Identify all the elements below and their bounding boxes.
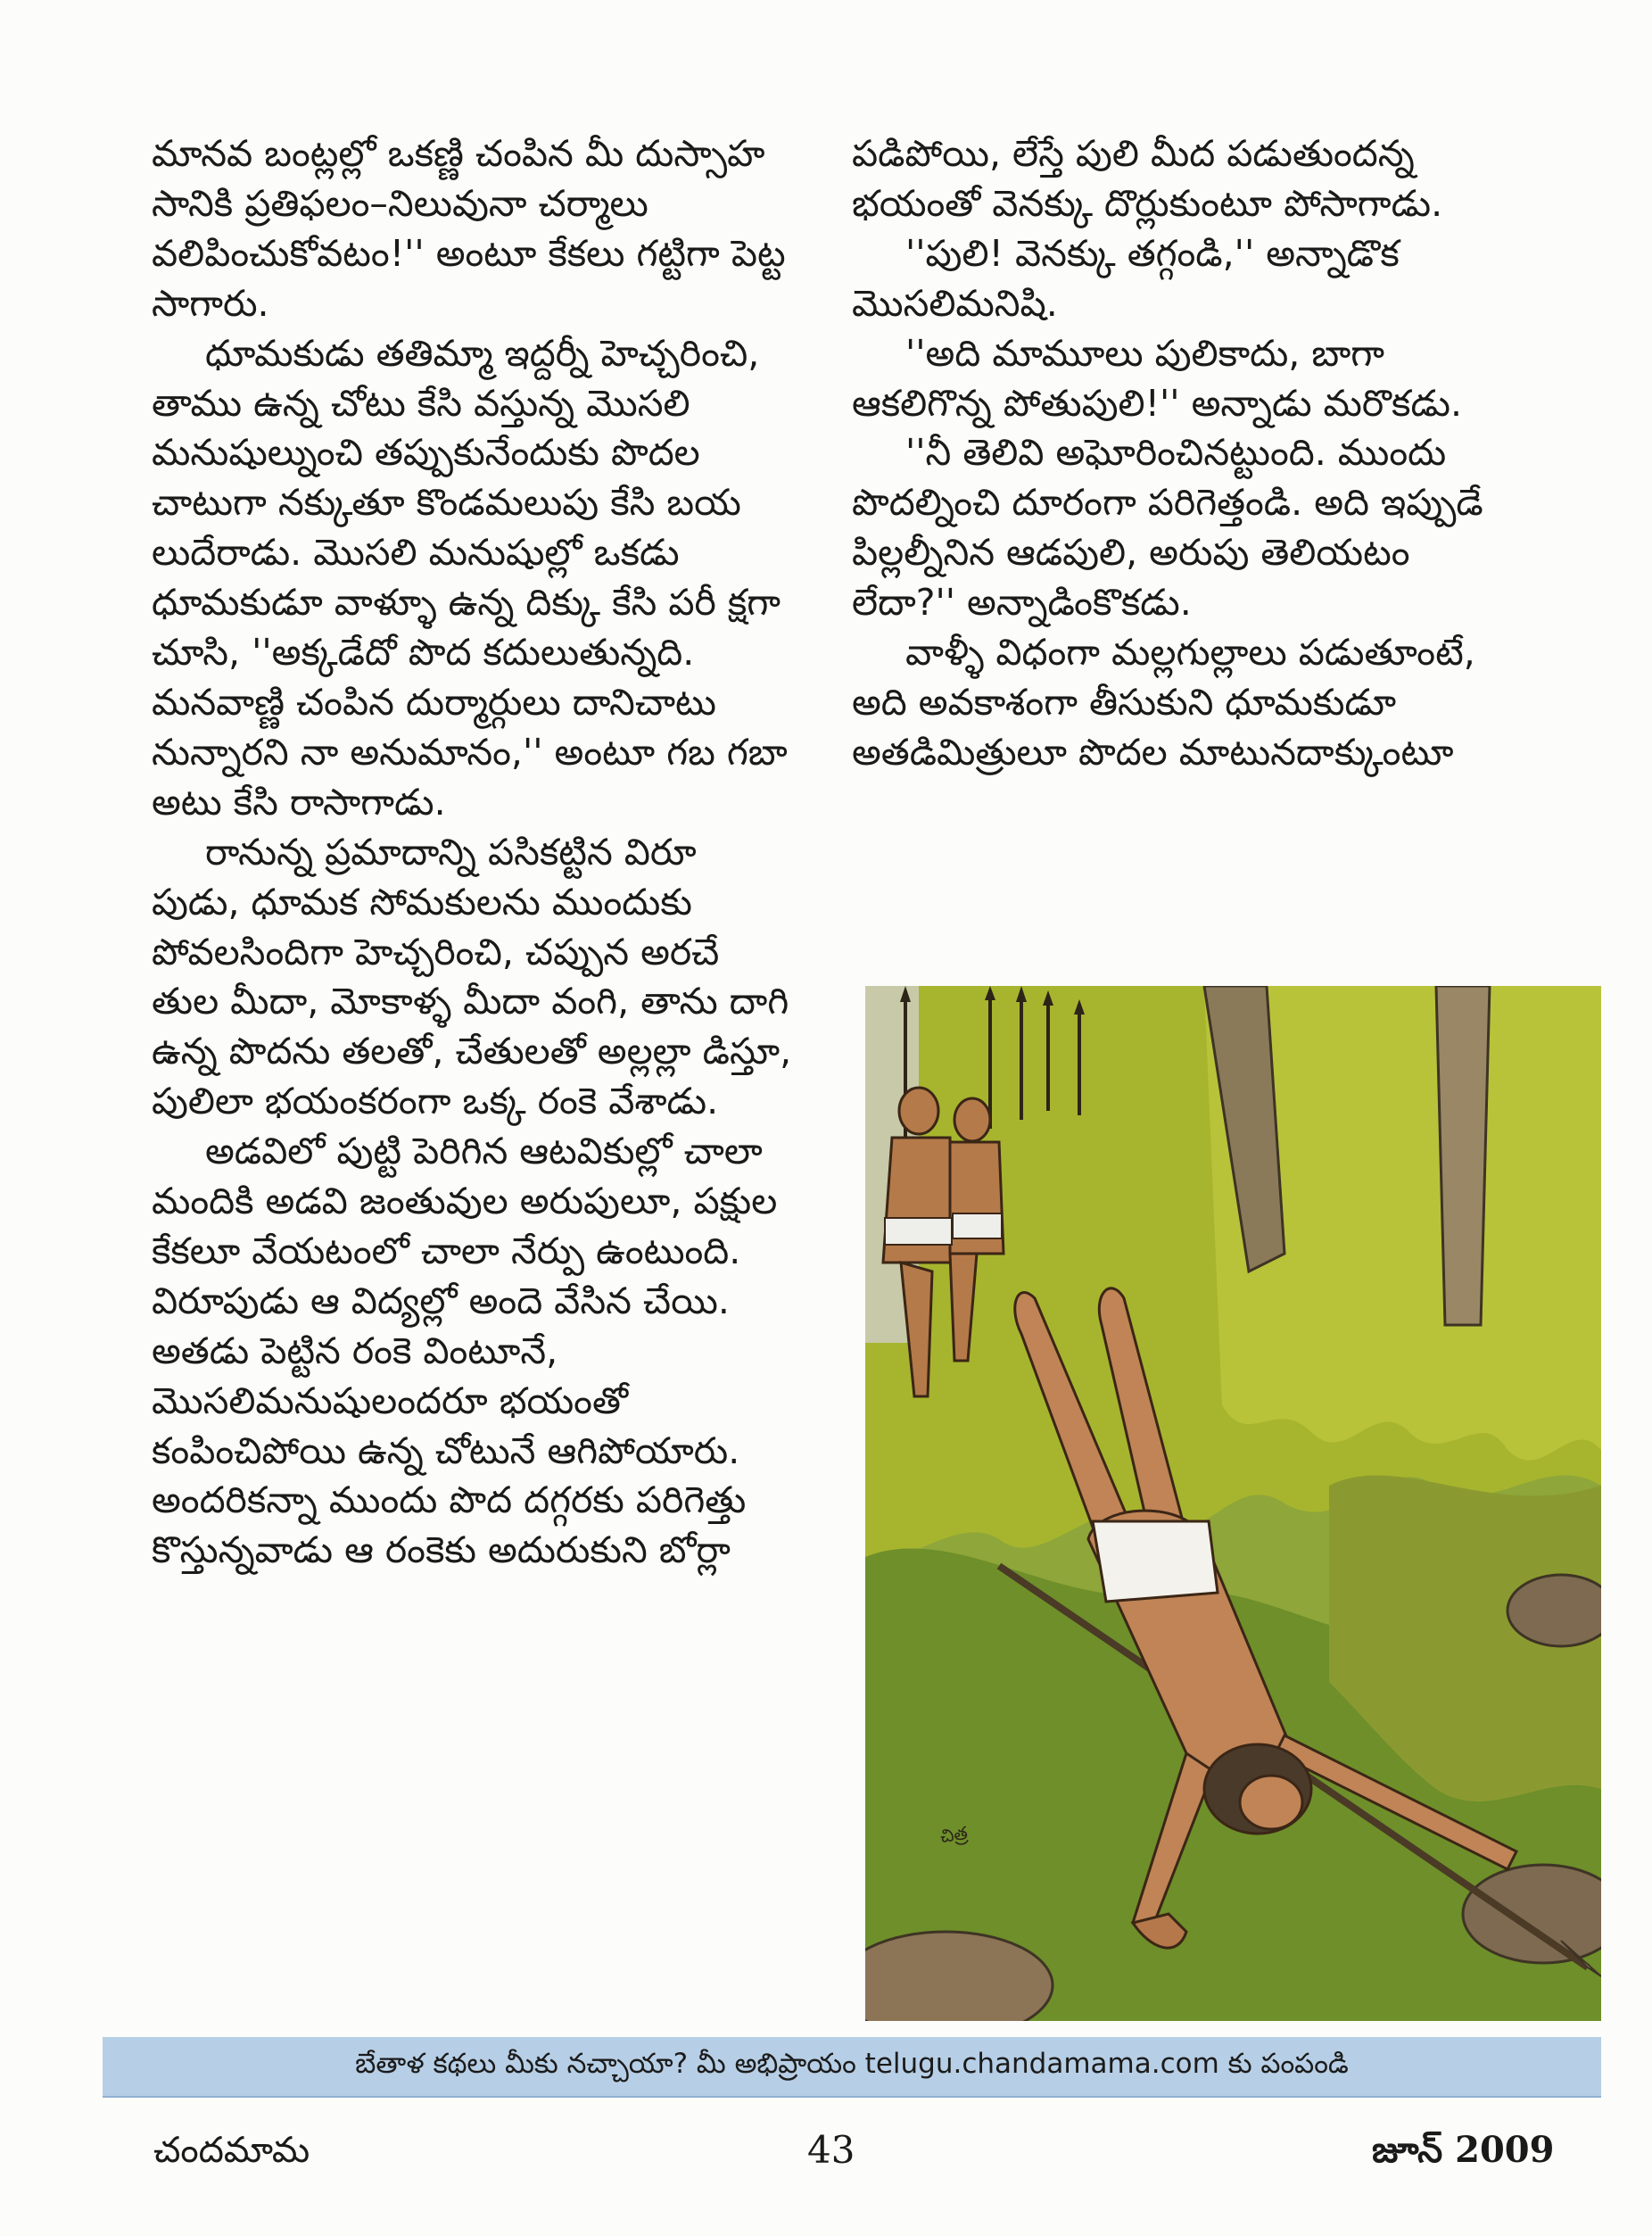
footer-magazine-name: చందమామ (153, 2130, 310, 2171)
left-paragraph-1: మానవ బంట్లల్లో ఒకణ్ణి చంపిన మీ దుస్సాహ సానికి ప్రతిఫలం–నిలువునా చర్మాలు వలిపించుకోవటం!'' అంటూ కేకలు గట్టిగా పెట్ట సాగారు. (152, 132, 786, 325)
right-paragraph-3: ''అది మామూలు పులికాదు, బాగా ఆకలిగొన్న పోతుపులి!'' అన్నాడు మరొకడు. (852, 331, 1463, 425)
footer-year: 2009 (1455, 2129, 1555, 2171)
article-right-column (852, 129, 1494, 778)
story-illustration (865, 986, 1601, 2021)
left-paragraph-3: రానున్న ప్రమాదాన్ని పసికట్టిన విరూ పుడు, ధూమక సోమకులను ముందుకు పోవలసిందిగా హెచ్చరించి, చప్పున అరచే తుల మీదా, మోకాళ్ళ మీదా వంగి, తాను దాగి ఉన్న పొదను తలతో, చేతులతో అల్లల్లా డిస్తూ, పులిలా భయంకరంగా ఒక్క రంకె వేశాడు. (152, 830, 792, 1123)
left-paragraph-4: అడవిలో పుట్టి పెరిగిన ఆటవికుల్లో చాలా మందికి అడవి జంతువుల అరుపులూ, పక్షుల కేకలూ వేయటంలో చాలా నేర్పు ఉంటుంది. విరూపుడు ఆ విద్యల్లో అందె వేసిన చేయి. అతడు పెట్టిన రంకె వింటూనే, మొసలిమనుషులందరూ భయంతో కంపించిపోయి ఉన్న చోటునే ఆగిపోయారు. అందరికన్నా ముందు పొద దగ్గరకు పరిగెత్తు కొస్తున్నవాడు ఆ రంకెకు అదురుకుని బోర్లా (152, 1130, 778, 1572)
right-paragraph-1: పడిపోయి, లేస్తే పులి మీద పడుతుందన్న భయంతో వెనక్కు దొర్లుకుంటూ పోసాగాడు. (852, 132, 1443, 225)
article-left-column (152, 129, 794, 1576)
right-paragraph-4: ''నీ తెలివి అఘోరించినట్టుంది. ముందు పొదల్నించి దూరంగా పరిగెత్తండి. అది ఇప్పుడే పిల్లల్నీనిన ఆడపులి, అరుపు తెలియటం లేదా?'' అన్నాడింకొకడు. (852, 431, 1483, 625)
left-paragraph-2: ధూమకుడు తతిమ్మా ఇద్దర్నీ హెచ్చరించి, తాము ఉన్న చోటు కేసి వస్తున్న మొసలి మనుషుల్నుంచి తప్పుకునేందుకు పొదల చాటుగా నక్కుతూ కొండమలుపు కేసి బయ లుదేరాడు. మొసలి మనుషుల్లో ఒకడు ధూమకుడూ వాళ్ళూ ఉన్న దిక్కు కేసి పరీ క్షగా చూసి, ''అక్కడేదో పొద కదులుతున్నది. మనవాణ్ణి చంపిన దుర్మార్గులు దానిచాటు నున్నారని నా అనుమానం,'' అంటూ గబ గబా అటు కేసి రాసాగాడు. (152, 331, 788, 824)
feedback-banner (103, 2037, 1601, 2098)
footer-month: జూన్ (1372, 2130, 1443, 2171)
right-paragraph-2: ''పులి! వెనక్కు తగ్గండి,'' అన్నాడొక మొసలిమనిషి. (852, 231, 1400, 325)
right-paragraph-5: వాళ్ళీ విధంగా మల్లగుల్లాలు పడుతూంటే, అది అవకాశంగా తీసుకుని ధూమకుడూ అతడిమిత్రులూ పొదల మాటునదాక్కుంటూ (852, 631, 1475, 774)
banner-text: బేతాళ కథలు మీకు నచ్చాయా? మీ అభిప్రాయం telugu.chandamama.com కు పంపండి (355, 2047, 1349, 2080)
footer-page-number: 43 (807, 2128, 855, 2172)
footer-issue-date (1372, 2128, 1554, 2173)
artist-signature: చిత్ర (938, 1821, 970, 1847)
